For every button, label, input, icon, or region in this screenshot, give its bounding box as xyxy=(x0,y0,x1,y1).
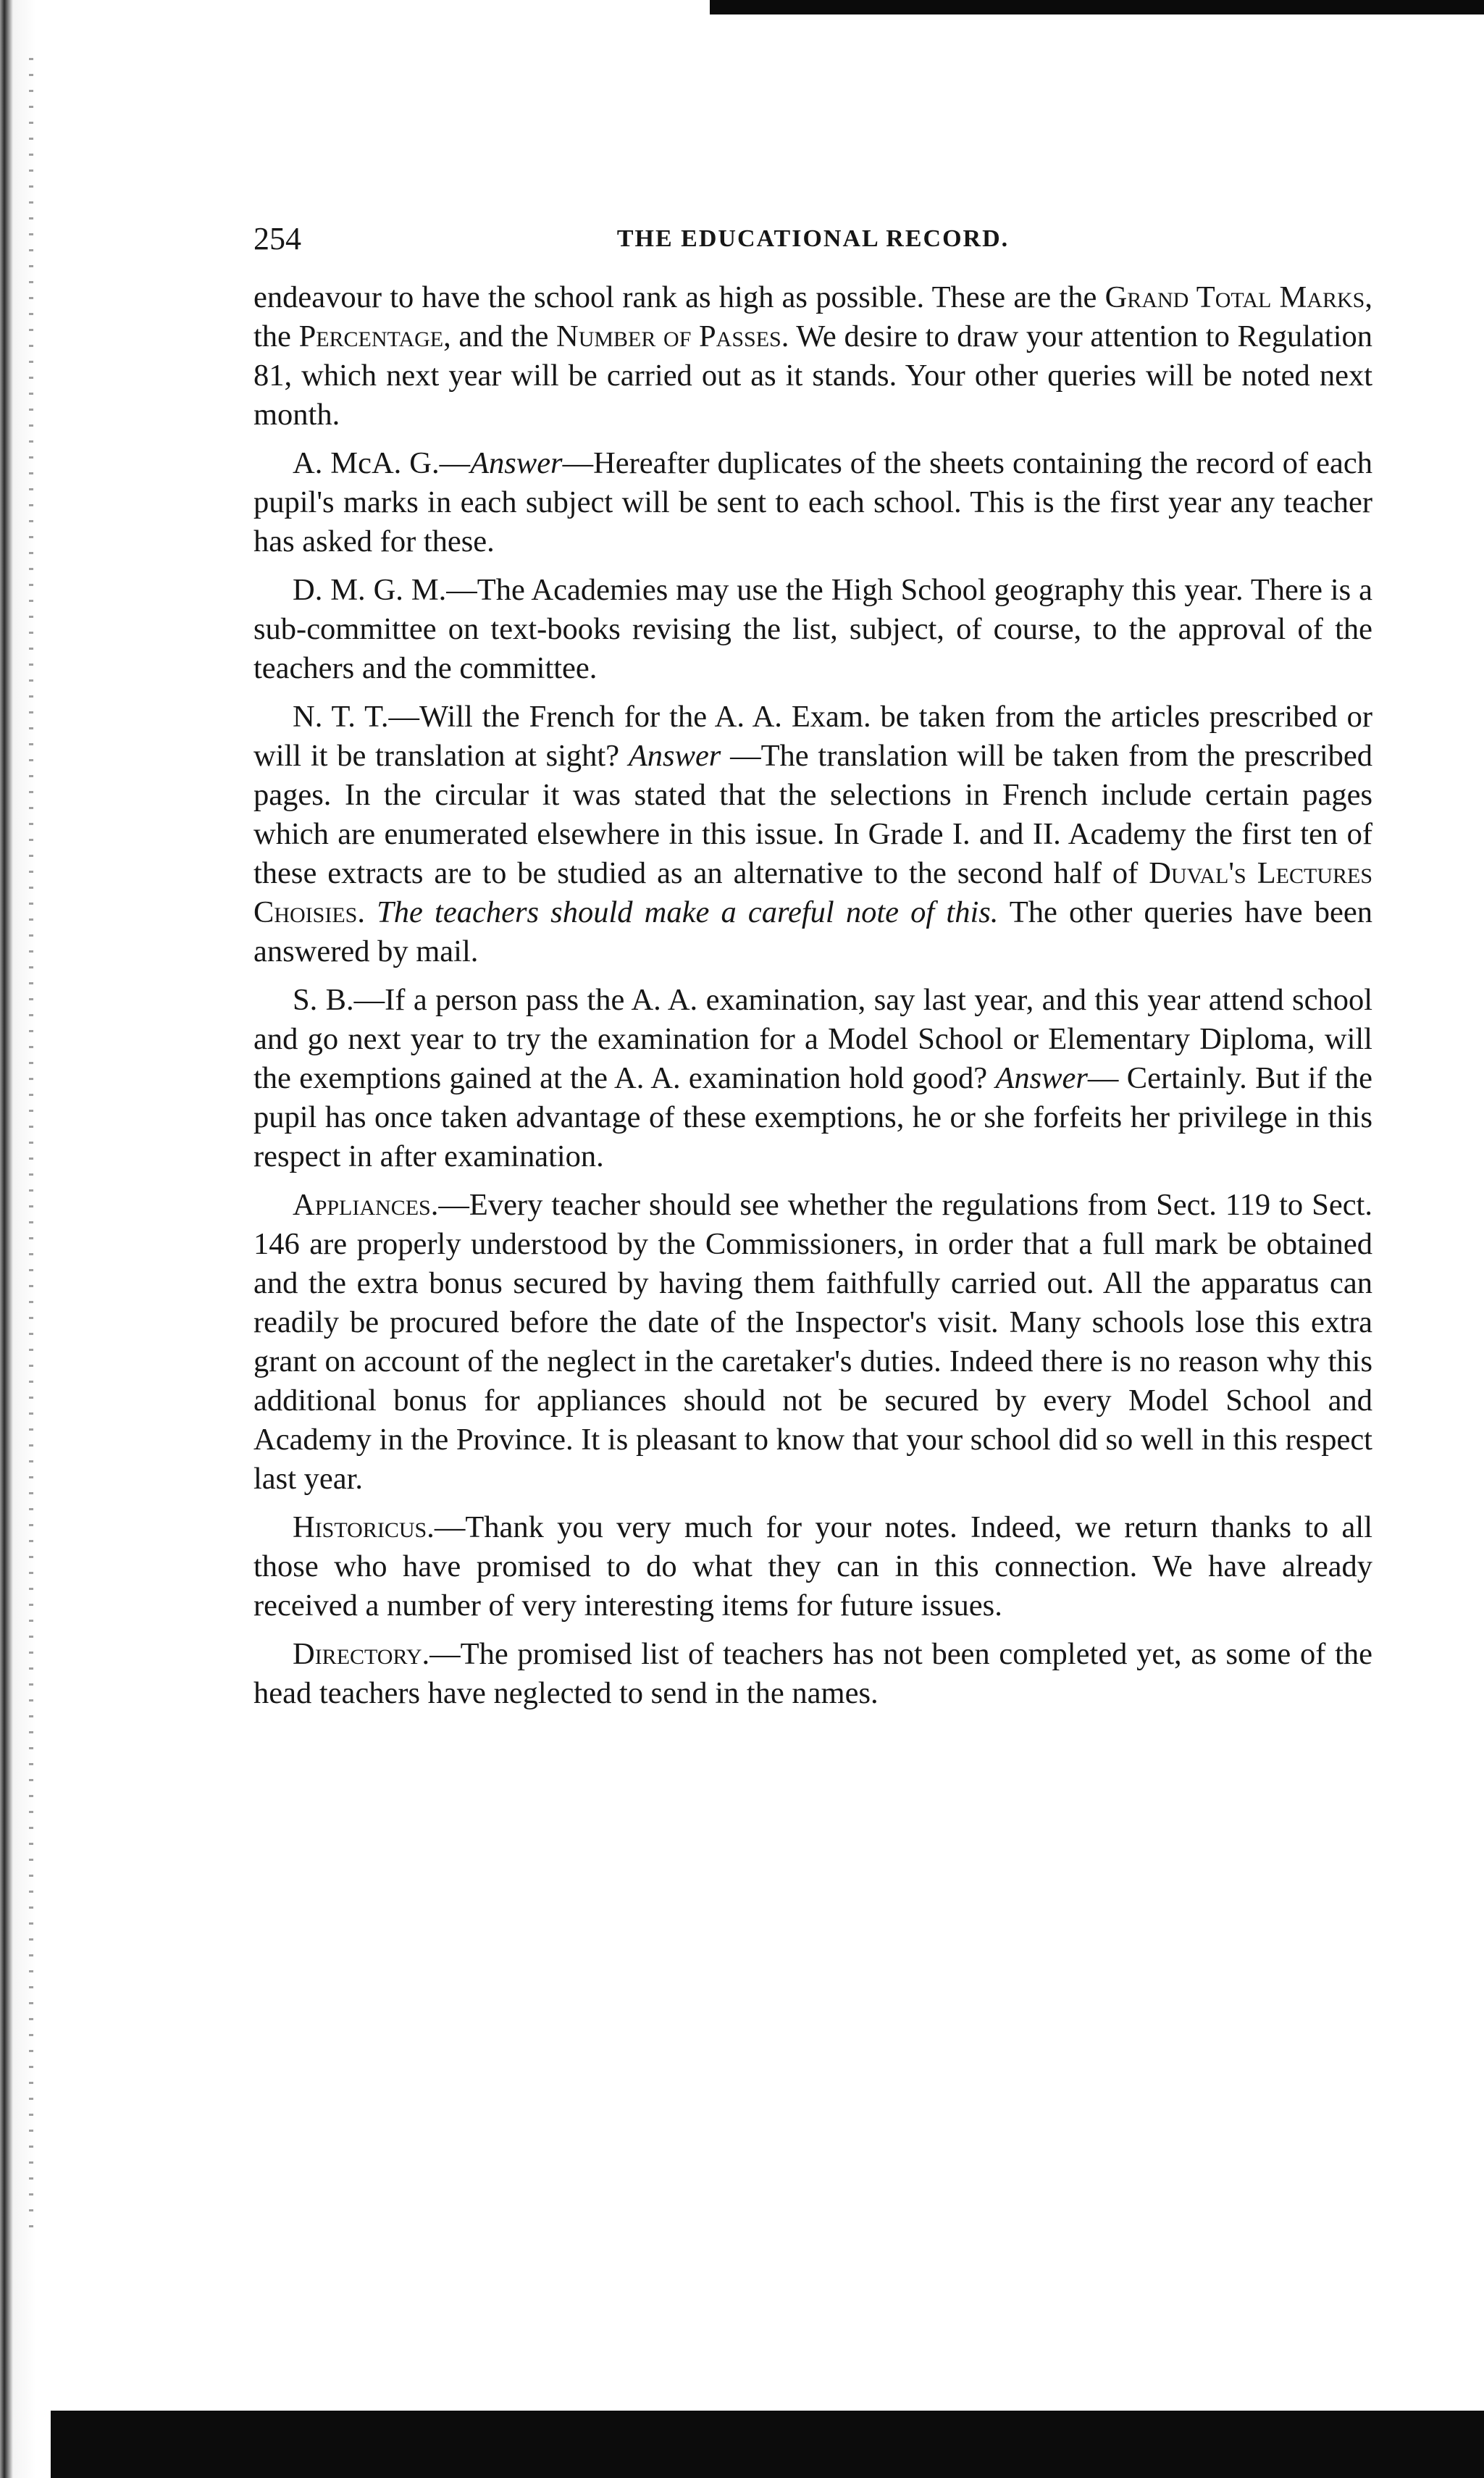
text-run: —Will the French for the A. A. Exam. be taken from the articles prescribed or will it be translation at sight? xyxy=(253,700,1372,773)
article-body xyxy=(253,278,1372,1723)
small-caps-text: Duval's Lectures Choisies xyxy=(253,856,1372,929)
italic-text: The teachers should make a careful note of this. xyxy=(377,895,999,929)
text-run: — xyxy=(439,446,471,480)
paragraph xyxy=(253,444,1372,561)
text-run: —The translation will be taken from the prescribed pages. In the circular it was stated that the selections in French include certain pages which are enumerated elsewhere in this issue. In Grade I. and II. Academy the first ten of these extracts are to be studied as an alternative to the second half of xyxy=(253,739,1372,890)
paragraph xyxy=(253,278,1372,435)
query-initials: S. B. xyxy=(293,983,354,1017)
running-head xyxy=(253,217,1372,261)
text-run: —The promised list of teachers has not been completed yet, as some of the head teachers have neglected to send in the names. xyxy=(253,1637,1372,1710)
text-run: . We desire to draw your attention to Regulation 81, which next year will be carried out as it stands. Your other queries will be noted next month. xyxy=(253,319,1372,432)
text-run: —Thank you very much for your notes. Indeed, we return thanks to all those who have promised to do what they can in this connection. We have already received a number of very interesting items for future issues. xyxy=(253,1510,1372,1623)
small-caps-text: Percentage xyxy=(298,319,444,353)
query-initials: A. McA. G. xyxy=(293,446,440,480)
italic-text: Answer xyxy=(995,1061,1088,1095)
text-run: —Every teacher should see whether the regulations from Sect. 119 to Sect. 146 are properly understood by the Commissioners, in order that a full mark be obtained and the extra bonus secured by having them faithfully carried out. All the apparatus can readily be procured before the date of the Inspector's visit. Many schools lose this extra grant on account of the neglect in the caretaker's duties. Indeed there is no reason why this additional bonus for appliances should not be secured by every Model School and Academy in the Province. It is pleasant to know that your school did so well in this respect last year. xyxy=(253,1188,1372,1496)
italic-text: Answer xyxy=(470,446,563,480)
text-run: —If a person pass the A. A. examination, say last year, and this year attend school and go next year to try the examination for a Model School or Elementary Diploma, will the exemptions gained at the A. A. examination hold good? xyxy=(253,983,1373,1095)
scan-binding-marks xyxy=(29,58,33,2231)
query-initials: N. T. T. xyxy=(293,700,389,734)
text-run: endeavour to have the school rank as high as possible. These are the xyxy=(253,280,1105,314)
text-run: The other queries have been answered by mail. xyxy=(253,895,1372,968)
text-run: —Hereafter duplicates of the sheets containing the record of each pupil's marks in each subject will be sent to each school. This is the first year any teacher has asked for these. xyxy=(253,446,1372,558)
paragraph xyxy=(253,698,1372,971)
query-initials: D. M. G. M. xyxy=(293,573,447,607)
text-run: , and the xyxy=(443,319,556,353)
text-run: — Certainly. But if the pupil has once taken advantage of these exemptions, he or she forfeits her privilege in this respect in after examination. xyxy=(253,1061,1372,1173)
paragraph xyxy=(253,981,1372,1176)
paragraph xyxy=(253,1508,1372,1625)
small-caps-text: Number of Passes xyxy=(556,319,781,353)
italic-text: Answer xyxy=(628,739,721,773)
scan-bar-bottom xyxy=(51,2411,1484,2478)
paragraph xyxy=(253,1186,1372,1499)
query-initials: Appliances. xyxy=(293,1188,439,1222)
text-run: , the xyxy=(253,280,1372,353)
journal-title: THE EDUCATIONAL RECORD. xyxy=(616,225,1010,252)
small-caps-text: Grand Total Marks xyxy=(1104,280,1365,314)
query-initials: Historicus. xyxy=(293,1510,435,1544)
query-initials: Directory. xyxy=(293,1637,430,1671)
paragraph xyxy=(253,571,1372,688)
paragraph xyxy=(253,1635,1372,1713)
text-run: —The Academies may use the High School geography this year. There is a sub-committee on text-books revising the list, subject, of course, to the approval of the teachers and the committee. xyxy=(253,573,1373,685)
text-run: . xyxy=(357,895,377,929)
scan-bar-top xyxy=(710,0,1484,14)
page-number: 254 xyxy=(253,221,301,256)
